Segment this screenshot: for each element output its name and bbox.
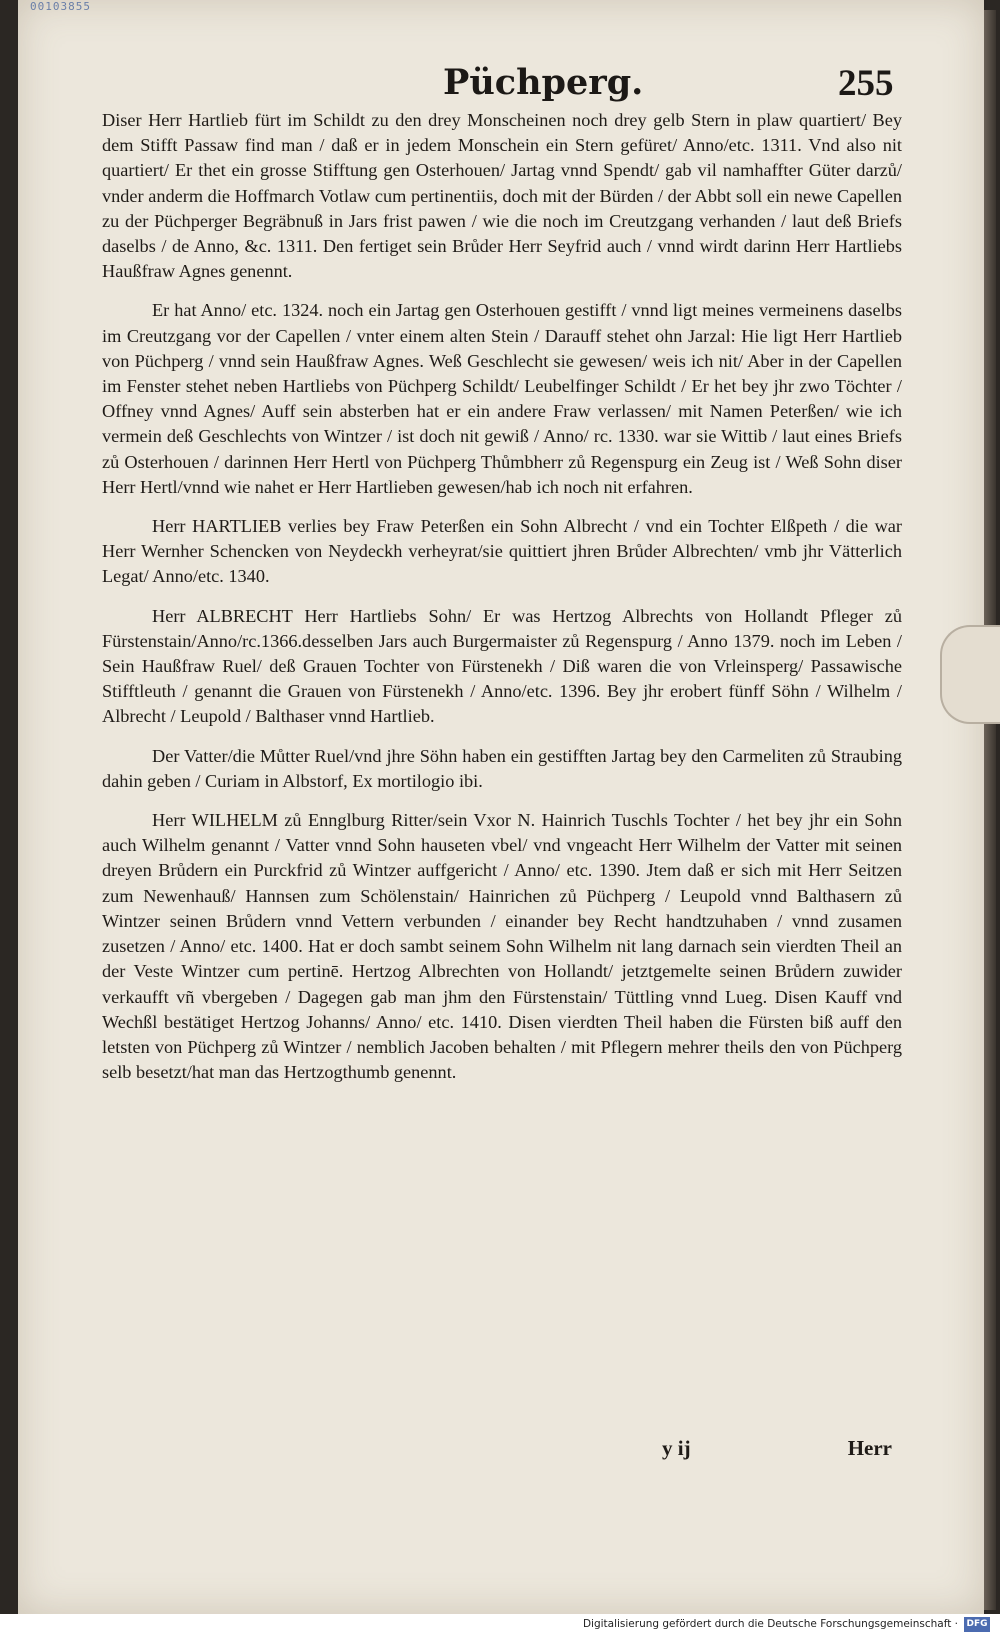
page-number: 255: [838, 63, 894, 104]
paragraph-6: Herr WILHELM zů Ennglburg Ritter/sein Vxor N. Hainrich Tuschls Tochter / het bey jhr ein Sohn auch Wilhelm genannt / Vatter vnnd Sohn hauseten vbel/ vnd vngeacht Herr Wilhelm der Vatter mit seinen dreyen Brůdern ein Purckfrid zů Wintzer auffgericht / Anno/ etc. 1390. Jtem daß er sich mit Herr Seitzen zum Newenhauß/ Hannsen zum Schölenstain/ Hainrichen zů Püchperg / Leupold vnnd Balthasern zů Wintzer seinen Brůdern vnnd Vettern verbunden / einander bey Recht handtzuhaben / vnnd zusamen zusetzen / Anno/ etc. 1400. Hat er doch sambt seinem Sohn Wilhelm nit lang darnach sein vierdten Theil an der Veste Wintzer cum pertinē. Hertzog Albrechten von Hollandt/ jetztgemelte seinen Brůdern zuwider verkaufft vñ vbergeben / Dagegen gab man jhm den Fürstenstain/ Tüttling vnnd Lueg. Disen Kauff vnd Wechßl bestätiget Hertzog Johanns/ Anno/ etc. 1410. Disen vierdten Theil haben die Fürsten biß auff den letsten von Püchperg zů Wintzer / nemblich Jacoben behalten / mit Pflegern mehrer theils den von Püchperg selb besetzt/hat man das Hertzogthumb genennt.: [102, 810, 902, 1083]
signature-mark: y ij: [662, 1436, 691, 1460]
paragraph-2: Er hat Anno/ etc. 1324. noch ein Jartag gen Osterhouen gestifft / vnnd ligt meines vermeinens daselbs im Creutzgang vor der Capellen / vnter einem alten Stein / Darauff stehet ohn Jarzal: Hie ligt Herr Hartlieb von Püchperg / vnnd sein Haußfraw Agnes. Weß Geschlecht sie gewesen/ weis ich nit/ Aber in der Capellen im Fenster stehet neben Hartliebs von Püchperg Schildt/ Leubelfinger Schildt / Er het bey jhr zwo Töchter / Offney vnnd Agnes/ Auff sein absterben hat er ein andere Fraw verlassen/ mit Namen Peterßen/ wie ich vermein deß Geschlechts von Wintzer / ist doch nit gewiß / Anno/ rc. 1330. war sie Wittib / laut eines Briefs zů Osterhouen / darinnen Herr Hertl von Püchperg Thůmbherr zů Regenspurg ein Zeug ist / Weß Sohn diser Herr Hertl/vnnd wie nahet er Herr Hartlieben gewesen/hab ich noch nit erfahren.: [102, 300, 902, 497]
page-header: [108, 62, 908, 112]
page-foot: [102, 1436, 902, 1468]
paragraph-1: Diser Herr Hartlieb fürt im Schildt zu den drey Monscheinen noch drey gelb Stern in plaw quartiert/ Bey dem Stifft Passaw find man / daß er in jedem Monschein ein Stern gefüret/ Anno/etc. 1311. Vnd also nit quartiert/ Er thet ein grosse Stifftung gen Osterhouen/ Jartag vnnd Spendt/ gab vil namhaffter Güter darzů/ vnder anderm die Hoffmarch Votlaw cum pertinentiis, doch mit der Bürden / der Abbt soll ein newe Capellen zu der Püchperger Begräbnuß in Jars frist pawen / wie die noch im Creutzgang verhanden / laut deß Briefs daselbs / de Anno, &c. 1311. Den fertiget sein Brůder Herr Seyfrid auch / vnnd wirdt darinn Herr Hartliebs Haußfraw Agnes genennt.: [102, 110, 902, 282]
thumb-tab: [940, 625, 1000, 724]
page-edge: [984, 10, 996, 1610]
funding-credit: Digitalisierung gefördert durch die Deutsche Forschungsgemeinschaft ·: [582, 1618, 958, 1630]
dfg-logo: DFG: [964, 1617, 990, 1632]
running-title: Püchperg.: [443, 62, 644, 103]
book-page: [18, 0, 984, 1614]
body-text: [102, 108, 902, 1085]
catchword: Herr: [847, 1436, 892, 1460]
paragraph-4: Herr ALBRECHT Herr Hartliebs Sohn/ Er was Hertzog Albrechts von Hollandt Pfleger zů Fürstenstain/Anno/rc.1366.desselben Jars auch Burgermaister zů Regenspurg / Anno 1379. noch im Leben / Sein Haußfraw Ruel/ deß Grauen Tochter von Fürstenekh / Diß waren die von Vrleinsperg/ Passawische Stifftleuth / genannt die Grauen von Fürstenekh / Anno/etc. 1396. Bey jhr erobert fünff Söhn / Wilhelm / Albrecht / Leupold / Balthaser vnnd Hartlieb.: [102, 605, 902, 727]
footer-strip: [0, 1614, 1000, 1637]
paragraph-3: Herr HARTLIEB verlies bey Fraw Peterßen ein Sohn Albrecht / vnd ein Tochter Elßpeth / die war Herr Wernher Schencken von Neydeckh verheyrat/sie quittiert jhren Brůder Albrechten/ vmb jhr Vätterlich Legat/ Anno/etc. 1340.: [102, 516, 902, 587]
shelf-mark: 00103855: [30, 0, 91, 13]
paragraph-5: Der Vatter/die Můtter Ruel/vnd jhre Söhn haben ein gestifften Jartag bey den Carmeliten zů Straubing dahin geben / Curiam in Albstorf, Ex mortilogio ibi.: [102, 745, 902, 791]
